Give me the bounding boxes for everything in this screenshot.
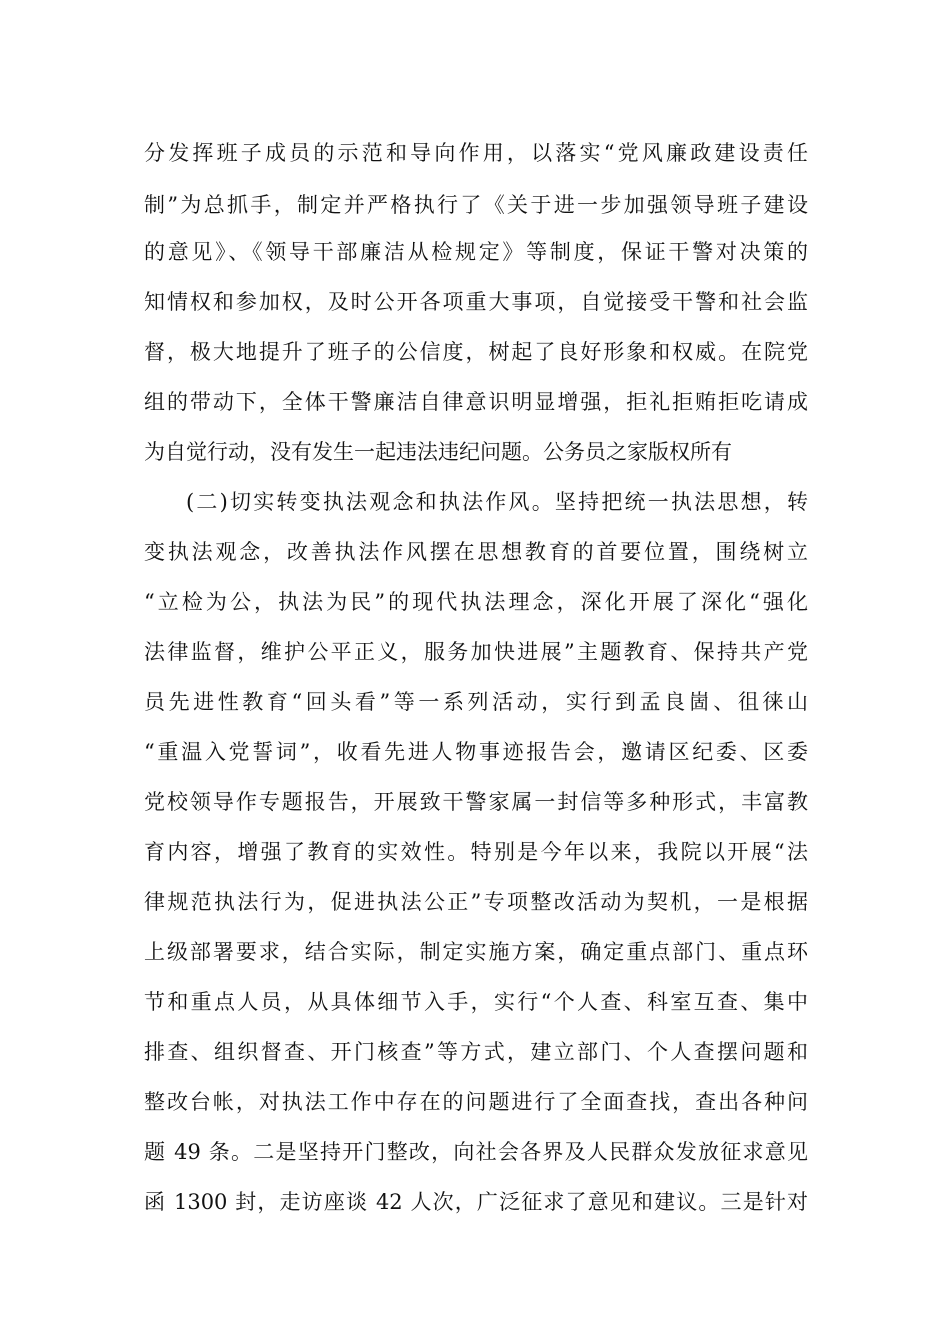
paragraph-2-line-10: 上级部署要求，结合实际，制定实施方案，确定重点部门、重点环 xyxy=(144,940,808,964)
paragraph-2-line-6: “重温入党誓词”，收看先进人物事迹报告会，邀请区纪委、区委 xyxy=(144,740,808,764)
paragraph-1-line-1: 分发挥班子成员的示范和导向作用，以落实“党风廉政建设责任 xyxy=(144,141,808,165)
paragraph-2-line-8: 育内容，增强了教育的实效性。特别是今年以来，我院以开展“法 xyxy=(144,840,808,864)
paragraph-2-line-2: 变执法观念，改善执法作风摆在思想教育的首要位置，围绕树立 xyxy=(144,540,808,564)
paragraph-2-line-12: 排查、组织督查、开门核查”等方式，建立部门、个人查摆问题和 xyxy=(144,1040,808,1064)
paragraph-1-line-7: 为自觉行动，没有发生一起违法违纪问题。公务员之家版权所有 xyxy=(144,440,732,464)
paragraph-2-line-1: (二)切实转变执法观念和执法作风。坚持把统一执法思想，转 xyxy=(186,490,808,514)
paragraph-2-line-14: 题 49 条。二是坚持开门整改，向社会各界及人民群众发放征求意见 xyxy=(144,1140,808,1164)
paragraph-1-line-5: 督，极大地提升了班子的公信度，树起了良好形象和权威。在院党 xyxy=(144,340,808,364)
paragraph-2-line-7: 党校领导作专题报告，开展致干警家属一封信等多种形式，丰富教 xyxy=(144,790,808,814)
paragraph-1-line-3: 的意见》、《领导干部廉洁从检规定》等制度，保证干警对决策的 xyxy=(144,240,808,264)
paragraph-2-line-13: 整改台帐，对执法工作中存在的问题进行了全面查找，查出各种问 xyxy=(144,1090,808,1114)
paragraph-2-line-9: 律规范执法行为，促进执法公正”专项整改活动为契机，一是根据 xyxy=(144,890,808,914)
paragraph-1-line-4: 知情权和参加权，及时公开各项重大事项，自觉接受干警和社会监 xyxy=(144,290,808,314)
paragraph-2-line-15: 函 1300 封，走访座谈 42 人次，广泛征求了意见和建议。三是针对 xyxy=(144,1190,808,1214)
paragraph-2-line-3: “立检为公，执法为民”的现代执法理念，深化开展了深化“强化 xyxy=(144,590,808,614)
paragraph-1-line-2: 制”为总抓手，制定并严格执行了《关于进一步加强领导班子建设 xyxy=(144,193,808,217)
paragraph-2-line-4: 法律监督，维护公平正义，服务加快进展”主题教育、保持共产党 xyxy=(144,640,808,664)
paragraph-1-line-6: 组的带动下，全体干警廉洁自律意识明显增强，拒礼拒贿拒吃请成 xyxy=(144,390,808,414)
paragraph-2-line-11: 节和重点人员，从具体细节入手，实行“个人查、科室互查、集中 xyxy=(144,990,808,1014)
paragraph-2-line-5: 员先进性教育“回头看”等一系列活动，实行到孟良崮、徂徕山 xyxy=(144,690,808,714)
